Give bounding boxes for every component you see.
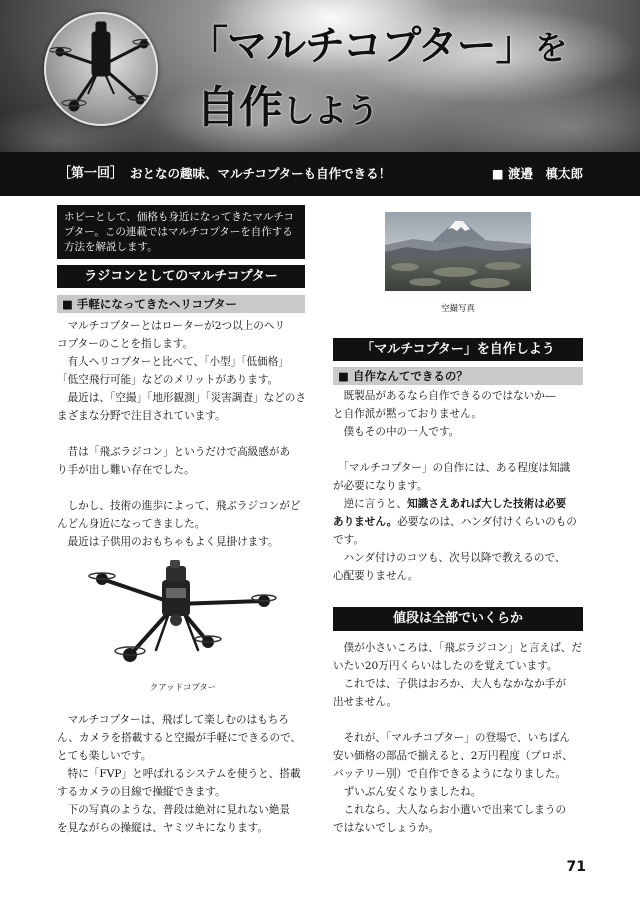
text-line: バッテリー別）で自作できるようになりました。 bbox=[333, 768, 567, 780]
text-line: 安い価格の部品で揃えると、2万円程度（プロポ、 bbox=[333, 750, 573, 762]
text-line: ん、カメラを搭載すると空撮が手軽にできるので、 bbox=[57, 732, 302, 744]
section-heading: ラジコンとしてのマルチコプター bbox=[57, 265, 305, 288]
text-line: ではないでしょうか。 bbox=[333, 822, 439, 834]
text-line: しかし、技術の進歩によって、飛ぶラジコンがど bbox=[57, 500, 301, 512]
drone-body bbox=[92, 32, 110, 76]
field-patch bbox=[485, 262, 521, 270]
text-line: マルチコプターとはローターが2つ以上のヘリ bbox=[57, 320, 286, 332]
quad-battery bbox=[166, 588, 186, 598]
paragraph bbox=[57, 317, 319, 551]
text-line: マルチコプターは、飛ばして楽しむのはもちろ bbox=[57, 714, 289, 726]
title-main: 自作 bbox=[196, 82, 282, 133]
text-line: ハンダ付けのコツも、次号以降で教えるので、 bbox=[333, 552, 566, 564]
section-heading: 「マルチコプター」を自作しよう bbox=[333, 338, 583, 361]
series-label: ［第一回］ bbox=[58, 166, 124, 181]
text-line: と自作派が黙っておりません。 bbox=[333, 408, 482, 420]
text-line: 有人ヘリコプターと比べて、「小型」「低価格」 bbox=[57, 356, 289, 368]
text-line: んどん身近になってきました。 bbox=[57, 518, 206, 530]
section-heading: 値段は全部でいくらか bbox=[333, 607, 583, 631]
title-main: 「マルチコプター」 bbox=[188, 23, 535, 69]
bold-text: 知識さえあれば大した技術は必要 bbox=[407, 498, 567, 510]
text-line: コプターのことを指します。 bbox=[57, 338, 194, 350]
text-line: ずいぶん安くなりましたね。 bbox=[333, 786, 482, 798]
article-subtitle: おとなの趣味、マルチコプターも自作できる！ bbox=[130, 166, 392, 181]
text-line: です。 bbox=[333, 534, 364, 546]
field-patch bbox=[391, 263, 419, 271]
text-line: とても楽しいです。 bbox=[57, 750, 152, 762]
aerial-photo bbox=[385, 212, 531, 291]
page-number: 71 bbox=[566, 859, 586, 875]
field-patch bbox=[470, 278, 510, 288]
text-line bbox=[333, 711, 595, 729]
text-line: いたい20万円くらいはしたのを覚えています。 bbox=[333, 660, 558, 672]
text-line: 特に「FVP」と呼ばれるシステムを使うと、搭載 bbox=[57, 768, 301, 780]
text-segment: 必要なのは、ハンダ付けくらいのもの bbox=[397, 516, 577, 528]
quadcopter-photo bbox=[88, 558, 278, 674]
drone-silhouette bbox=[56, 22, 148, 111]
drone-photo bbox=[46, 14, 156, 124]
text-line: 出せません。 bbox=[333, 696, 398, 708]
header-banner bbox=[0, 0, 640, 152]
bold-text: ありません。 bbox=[333, 516, 398, 528]
field-patch bbox=[409, 278, 441, 286]
text-line bbox=[57, 425, 319, 443]
text-line: 僕もその中の一人です。 bbox=[333, 426, 460, 438]
field-patch bbox=[433, 267, 477, 277]
text-line: 最近は子供用のおもちゃもよく見掛けます。 bbox=[57, 536, 279, 548]
title-particle: を bbox=[534, 28, 567, 67]
figure-caption: 空撮写真 bbox=[440, 304, 475, 314]
title-line-1 bbox=[188, 20, 567, 74]
series-band bbox=[0, 152, 640, 196]
text-line: プター。この連載ではマルチコプターを自作する bbox=[64, 226, 293, 238]
quad-camera bbox=[170, 614, 182, 626]
text-line: 昔は「飛ぶラジコン」というだけで高級感があ bbox=[57, 446, 291, 458]
text-line bbox=[333, 441, 595, 459]
drone-photo-circle bbox=[44, 12, 158, 126]
text-line: まざまな分野で注目されています。 bbox=[57, 410, 226, 422]
paragraph bbox=[333, 639, 595, 837]
text-line: り手が出し難い存在でした。 bbox=[57, 464, 195, 476]
text-line bbox=[333, 495, 595, 513]
drone-top-module bbox=[96, 22, 106, 34]
text-line bbox=[57, 479, 319, 497]
subsection-heading: ■ 手軽になってきたヘリコプター bbox=[57, 295, 305, 313]
drone-leg bbox=[106, 76, 114, 94]
text-line: 心配要りません。 bbox=[333, 570, 419, 582]
text-line: 下の写真のような、普段は絶対に見れない絶景 bbox=[57, 804, 291, 816]
text-line: を見ながらの操縦は、ヤミツキになります。 bbox=[57, 822, 269, 834]
text-line: これでは、子供はおろか、大人もなかなか手が bbox=[333, 678, 567, 690]
text-line bbox=[333, 513, 595, 531]
text-line: 最近は、「空撮」「地形観測」「災害調査」などのさ bbox=[57, 392, 306, 404]
subsection-heading: ■ 自作なんてできるの？ bbox=[333, 367, 583, 385]
text-line: ホビーとして、価格も身近になってきたマルチコ bbox=[64, 211, 294, 223]
author-name: ■ 渡邉 槙太郎 bbox=[491, 166, 583, 181]
paragraph bbox=[333, 387, 595, 585]
text-line: 既製品があるなら自作できるのではないか― bbox=[333, 390, 556, 402]
paragraph bbox=[57, 711, 319, 837]
text-line: 「マルチコプター」の自作には、ある程度は知識 bbox=[333, 462, 571, 474]
quad-electronics bbox=[166, 566, 186, 582]
text-segment: 逆に言うと、 bbox=[333, 498, 408, 510]
text-line: 僕が小さいころは、「飛ぶラジコン」と言えば、だ bbox=[333, 642, 582, 654]
text-line: するカメラの目線で操縦できます。 bbox=[57, 786, 226, 798]
text-line: これなら、大人ならお小遣いで出来てしまうの bbox=[333, 804, 567, 816]
lead-box bbox=[57, 205, 305, 259]
aerial-photo-image bbox=[385, 212, 531, 291]
text-line: 「低空飛行可能」などのメリットがあります。 bbox=[57, 374, 279, 386]
figure-caption: クアッドコプター bbox=[149, 683, 217, 693]
quadcopter-illustration bbox=[88, 558, 278, 674]
text-line: 方法を解説します。 bbox=[64, 241, 158, 253]
text-line: が必要になります。 bbox=[333, 480, 428, 492]
text-line: それが、「マルチコプター」の登場で、いちばん bbox=[333, 732, 570, 744]
title-suffix: しよう bbox=[282, 91, 378, 130]
quad-receiver bbox=[170, 560, 180, 568]
title-line-2 bbox=[196, 82, 378, 137]
